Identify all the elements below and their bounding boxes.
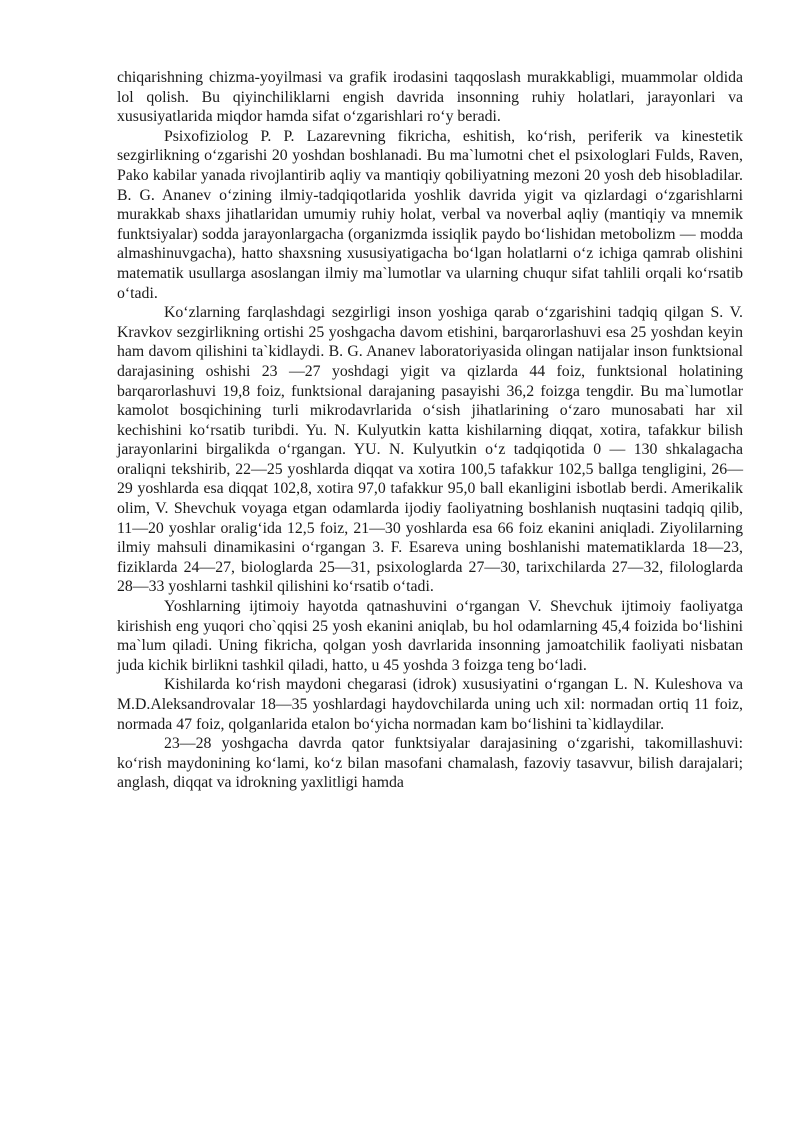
- paragraph-1: chiqarishning chizma-yoyilmasi va grafik irodasini taqqoslash murakkabligi, muammolar oldida lol qolish. Bu qiyinchiliklarni engish davrida insonning ruhiy holatlari, jarayonlari va xususiyatlarida miqdor hamda sifat o‘zgarishlari ro‘y beradi.: [117, 69, 743, 126]
- paragraph-3: Ko‘zlarning farqlashdagi sezgirligi inson yoshiga qarab o‘zgarishini tadqiq qilgan S. V. Kravkov sezgirlikning ortishi 25 yoshgacha davom etishini, barqarorlashuvi esa 25 yoshdan keyin ham davom qilishini ta`kidlaydi. B. G. Ananev laboratoriyasida olingan natijalar inson funktsional darajasining oshishi 23 —27 yoshdagi yigit va qizlarda 44 foiz, funktsional holatining barqarorlashuvi 19,8 foiz, funktsional darajaning pasayishi 36,2 foizga tengdir. Bu ma`lumotlar kamolot bosqichining turli mikrodavrlarida o‘sish jihatlarining o‘zaro munosabati har xil kechishini ko‘rsatib turibdi. Yu. N. Kulyutkin katta kishilarning diqqat, xotira, tafakkur bilish jarayonlarini birgalikda o‘rgangan. YU. N. Kulyutkin o‘z tadqiqotida 0 — 130 shkalagacha oraliqni tekshirib, 22—25 yoshlarda diqqat va xotira 100,5 tafakkur 102,5 ballga tengligini, 26—29 yoshlarda esa diqqat 102,8, xotira 97,0 tafakkur 95,0 ball ekanligini isbotlab berdi. Amerikalik olim, V. Shevchuk voyaga etgan odamlarda ijodiy faoliyatning boshlanish nuqtasini tadqiq qilib, 11—20 yoshlar oralig‘ida 12,5 foiz, 21—30 yoshlarda esa 66 foiz ekanini aniqladi. Ziyolilarning ilmiy mahsuli dinamikasini o‘rgangan 3. F. Esareva uning boshlanishi matematiklarda 18—23, fiziklarda 24—27, biologlarda 25—31, psixologlarda 27—30, tarixchilarda 27—32, filologlarda 28—33 yoshlarni tashkil qilishini ko‘rsatib o‘tadi.: [117, 304, 743, 596]
- paragraph-4: Yoshlarning ijtimoiy hayotda qatnashuvini o‘rgangan V. Shevchuk ijtimoiy faoliyatga kirishish eng yuqori cho`qqisi 25 yosh ekanini aniqlab, bu hol odamlarning 45,4 foizida bo‘lishini ma`lum qiladi. Uning fikricha, qolgan yosh davrlarida insonning jamoatchilik faoliyati nisbatan juda kichik birlikni tashkil qiladi, hatto, u 45 yoshda 3 foizga teng bo‘ladi.: [117, 598, 743, 674]
- paragraph-2: Psixofiziolog P. P. Lazarevning fikricha, eshitish, ko‘rish, periferik va kinestetik sezgirlikning o‘zgarishi 20 yoshdan boshlanadi. Bu ma`lumotni chet el psixologlari Fulds, Raven, Pako kabilar yanada rivojlantirib aqliy va mantiqiy qobiliyatning mezoni 20 yosh deb hisobladilar. B. G. Ananev o‘zining ilmiy-tadqiqotlarida yoshlik davrida yigit va qizlardagi o‘zgarishlarni murakkab shaxs jihatlaridan umumiy ruhiy holat, verbal va noverbal aqliy (mantiqiy va mnemik funktsiyalar) sodda jarayonlargacha (organizmda issiqlik paydo bo‘lishidan metobolizm — modda almashinuvgacha), hatto shaxsning xususiyatigacha bo‘lgan holatlarni o‘z ichiga qamrab olishini matematik usullarga asoslangan ilmiy ma`lumotlar va ularning chuqur sifat tahlili orqali ko‘rsatib o‘tadi.: [117, 127, 743, 302]
- paragraph-5: Kishilarda ko‘rish maydoni chegarasi (idrok) xususiyatini o‘rgangan L. N. Kuleshova va M.D.Aleksandrovalar 18—35 yoshlardagi haydovchilarda uning uch xil: normadan ortiq 11 foiz, normada 47 foiz, qolganlarida etalon bo‘yicha normadan kam bo‘lishini ta`kidlaydilar.: [117, 676, 743, 733]
- paragraph-6: 23—28 yoshgacha davrda qator funktsiyalar darajasining o‘zgarishi, takomillashuvi: ko‘rish maydonining ko‘lami, ko‘z bilan masofani chamalash, fazoviy tasavvur, bilish darajalari; anglash, diqqat va idrokning yaxlitligi hamda: [117, 735, 743, 792]
- document-page: [117, 68, 743, 793]
